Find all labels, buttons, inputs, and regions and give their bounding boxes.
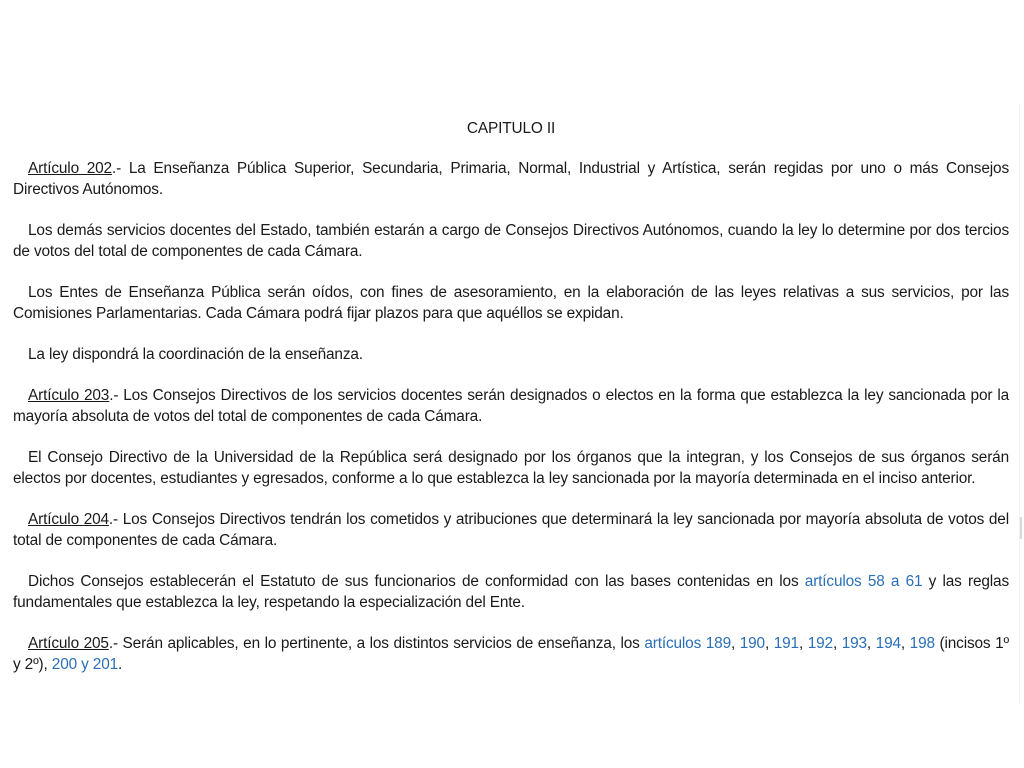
article-205-ref: Artículo 205: [28, 635, 109, 652]
separator: ,: [832, 635, 842, 652]
link-articulo-198[interactable]: 198: [909, 635, 935, 652]
paragraph-art-202: [13, 158, 1009, 200]
paragraph-text: Los Entes de Enseñanza Pública serán oídos, con fines de asesoramiento, en la elaboración de las leyes relativas a sus servicios, por las Comisiones Parlamentarias. Cada Cámara podrá fijar plazos para que aquéllos se expidan.: [13, 284, 1009, 322]
separator: ,: [764, 635, 774, 652]
scroll-indicator[interactable]: [1020, 517, 1022, 539]
paragraph-text: Dichos Consejos establecerán el Estatuto de sus funcionarios de conformidad con las bases contenidas en los: [28, 573, 805, 590]
link-articulos-200-201[interactable]: 200 y 201: [51, 656, 119, 673]
link-articulo-189[interactable]: artículos 189: [644, 635, 731, 652]
paragraph-coordinacion: [13, 344, 1009, 365]
paragraph-entes-ensenanza: [13, 282, 1009, 324]
link-articulo-190[interactable]: 190: [739, 635, 765, 652]
article-203-ref: Artículo 203: [28, 387, 110, 404]
page-edge-line: [1019, 104, 1020, 704]
separator: ,: [798, 635, 808, 652]
link-articulo-193[interactable]: 193: [841, 635, 867, 652]
link-articulo-191[interactable]: 191: [773, 635, 799, 652]
separator: ,: [866, 635, 876, 652]
paragraph-text: .- Los Consejos Directivos tendrán los cometidos y atribuciones que determinará la ley sancionada por mayoría absoluta de votos del total de componentes de cada Cámara.: [13, 511, 1009, 549]
constitution-text: [13, 118, 1009, 695]
paragraph-end: .: [118, 656, 123, 673]
incisos-text: (incisos 1º y 2º),: [13, 635, 1009, 673]
paragraph-art-203: [13, 385, 1009, 427]
link-articulo-192[interactable]: 192: [807, 635, 833, 652]
paragraph-text: .- Los Consejos Directivos de los servicios docentes serán designados o electos en la forma que establezca la ley sancionada por la mayoría absoluta de votos del total de componentes de cada Cámara.: [13, 387, 1009, 425]
paragraph-estatuto: [13, 571, 1009, 613]
link-articulo-194[interactable]: 194: [875, 635, 901, 652]
paragraph-art-205: [13, 633, 1009, 675]
separator: ,: [900, 635, 910, 652]
paragraph-text: .- La Enseñanza Pública Superior, Secundaria, Primaria, Normal, Industrial y Artística, serán regidas por uno o más Consejos Directivos Autónomos.: [13, 160, 1009, 198]
link-articulos-58-61[interactable]: artículos 58 a 61: [804, 573, 923, 590]
paragraph-universidad: [13, 447, 1009, 489]
paragraph-text: y las reglas fundamentales que establezca la ley, respetando la especialización del Ente.: [13, 573, 1009, 611]
paragraph-text: El Consejo Directivo de la Universidad de la República será designado por los órganos que la integran, y los Consejos de sus órganos serán electos por docentes, estudiantes y egresados, conforme a lo que establezca la ley sancionada por la mayoría determinada en el inciso anterior.: [13, 449, 1009, 487]
chapter-title: CAPITULO II: [466, 120, 556, 137]
paragraph-text: La ley dispondrá la coordinación de la enseñanza.: [28, 346, 363, 363]
separator: ,: [730, 635, 740, 652]
paragraph-text: Los demás servicios docentes del Estado, también estarán a cargo de Consejos Directivos Autónomos, cuando la ley lo determine por dos tercios de votos del total de componentes de cada Cámara.: [13, 222, 1009, 260]
paragraph-text: .- Serán aplicables, en lo pertinente, a los distintos servicios de enseñanza, los: [108, 635, 645, 652]
article-204-ref: Artículo 204: [28, 511, 109, 528]
paragraph-art-204: [13, 509, 1009, 551]
article-202-ref: Artículo 202: [28, 160, 112, 177]
paragraph-servicios-docentes: [13, 220, 1009, 262]
